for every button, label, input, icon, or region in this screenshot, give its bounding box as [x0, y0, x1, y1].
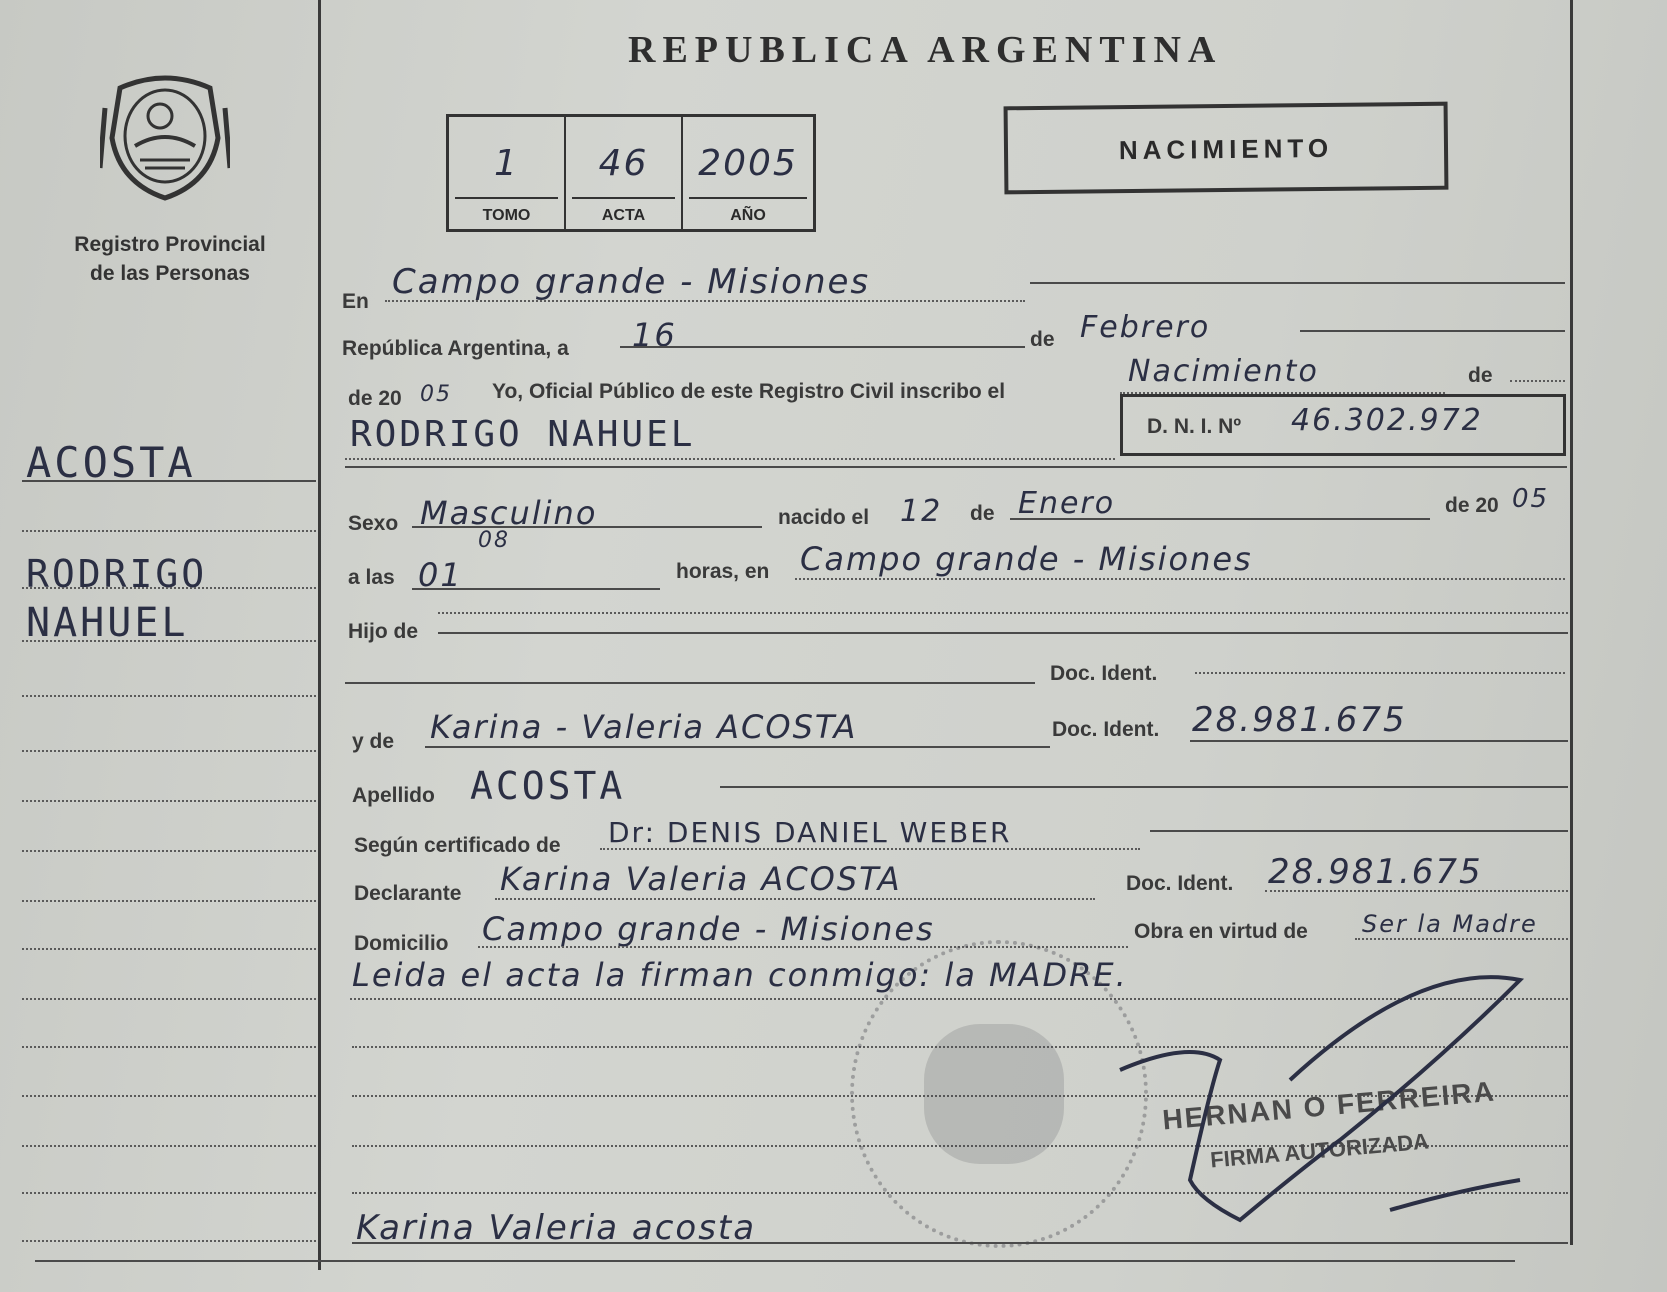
dni-row-line — [345, 466, 1567, 468]
margin-line — [22, 1095, 316, 1097]
doctor-value: Dr: DENIS DANIEL WEBER — [608, 816, 1012, 849]
margin-line — [22, 948, 316, 950]
mother-doc-value: 28.981.675 — [1192, 700, 1407, 740]
de-label-3: de — [970, 502, 995, 525]
oficial-text: Yo, Oficial Público de este Registro Civil inscribo el — [492, 380, 1006, 403]
acta-value: 46 — [598, 143, 649, 184]
doc-ident-label-declarante: Doc. Ident. — [1126, 872, 1234, 895]
place-line-end — [1030, 282, 1565, 284]
father-line-upper — [438, 612, 1568, 614]
signature-line — [352, 1242, 1568, 1244]
mother-line — [425, 746, 1050, 748]
birth-place-value: Campo grande - Misiones — [800, 540, 1253, 578]
acta-underline — [572, 197, 675, 199]
birth-year-label: de 20 — [1445, 494, 1499, 517]
apellido-line — [720, 786, 1568, 788]
provincial-seal-icon — [100, 68, 230, 202]
margin-line — [22, 998, 316, 1000]
margin-line — [22, 800, 316, 802]
doctor-line — [600, 848, 1140, 850]
hijo-label: Hijo de — [348, 620, 419, 643]
year-suffix-value: 05 — [420, 382, 452, 407]
margin-line — [22, 530, 316, 532]
father-line — [438, 632, 1568, 634]
child-name-value: RODRIGO NAHUEL — [350, 414, 696, 455]
month-line — [1300, 330, 1565, 332]
republica-label: República Argentina, a — [342, 337, 569, 360]
sexo-line — [412, 526, 762, 528]
mother-value: Karina - Valeria ACOSTA — [430, 708, 858, 746]
margin-line — [22, 640, 316, 642]
doctor-line-end — [1150, 830, 1568, 832]
ano-label: AÑO — [730, 207, 766, 224]
apellido-label: Apellido — [352, 784, 435, 807]
margin-given-name-1: RODRIGO — [26, 552, 208, 596]
tomo-cell — [449, 117, 566, 229]
registry-name: Registro Provincial de las Personas — [74, 233, 266, 285]
month-value: Febrero — [1080, 310, 1211, 345]
act-kind-value: Nacimiento — [1128, 354, 1319, 389]
hour-line — [412, 588, 660, 590]
margin-line — [22, 1192, 316, 1194]
birth-day-value: 12 — [900, 494, 943, 529]
dni-box — [1120, 394, 1566, 456]
official-signature-icon — [1040, 940, 1560, 1240]
hour-value: 01 — [418, 556, 463, 594]
act-kind-line-end — [1510, 380, 1565, 382]
apellido-value: ACOSTA — [470, 764, 626, 808]
birth-year-suffix: 05 — [1512, 484, 1550, 514]
right-border-line — [1570, 0, 1573, 1245]
horas-label: horas, en — [676, 560, 770, 583]
ano-value: 2005 — [698, 143, 798, 184]
father-doc-line-end — [1195, 672, 1565, 674]
acta-cell — [566, 117, 683, 229]
tomo-underline — [455, 197, 558, 199]
father-doc-line — [345, 682, 1035, 684]
domicilio-value: Campo grande - Misiones — [482, 910, 935, 948]
day-value: 16 — [632, 316, 677, 354]
de-label-2: de — [1468, 364, 1493, 387]
margin-line — [22, 900, 316, 902]
margin-surname: ACOSTA — [26, 438, 196, 487]
birth-month-value: Enero — [1018, 486, 1116, 521]
bottom-border-line — [35, 1260, 1515, 1262]
doc-ident-label-father: Doc. Ident. — [1050, 662, 1158, 685]
obra-value: Ser la Madre — [1362, 910, 1538, 938]
official-name: HERNAN O FERREIRA — [1161, 1075, 1497, 1136]
declarante-line — [495, 898, 1095, 900]
mother-doc-line — [1190, 740, 1568, 742]
sexo-label: Sexo — [348, 512, 399, 535]
acta-label: ACTA — [601, 207, 646, 224]
left-column-divider — [318, 0, 321, 1270]
declarante-value: Karina Valeria ACOSTA — [500, 860, 902, 898]
margin-line — [22, 1240, 316, 1242]
ano-cell — [683, 117, 813, 229]
a-las-label: a las — [348, 566, 395, 589]
firma-label: FIRMA AUTORIZADA — [1209, 1128, 1430, 1173]
day-line — [620, 346, 1025, 348]
birth-month-line — [1010, 518, 1430, 520]
act-type-label: NACIMIENTO — [1118, 132, 1334, 166]
year-prefix-label: de 20 — [348, 387, 402, 410]
place-value: Campo grande - Misiones — [392, 262, 871, 302]
margin-line — [22, 587, 316, 589]
tomo-label: TOMO — [482, 207, 531, 224]
sexo-value: Masculino — [420, 494, 598, 532]
declarante-doc-line — [1265, 890, 1568, 892]
domicilio-label: Domicilio — [354, 932, 449, 955]
doc-ident-label-mother: Doc. Ident. — [1052, 718, 1160, 741]
certificado-label: Según certificado de — [354, 834, 561, 857]
birth-place-line — [795, 578, 1565, 580]
child-name-line — [345, 458, 1115, 460]
y-de-label: y de — [352, 730, 395, 753]
minutes-value: 08 — [478, 528, 510, 553]
nacido-label: nacido el — [778, 506, 870, 529]
margin-line — [22, 750, 316, 752]
margin-line — [22, 695, 316, 697]
margin-line — [22, 1145, 316, 1147]
mother-signature: Karina Valeria acosta — [356, 1208, 757, 1248]
tomo-value: 1 — [494, 143, 519, 184]
dni-value: 46.302.972 — [1291, 403, 1483, 438]
margin-line — [22, 1046, 316, 1048]
declarante-doc-value: 28.981.675 — [1268, 852, 1483, 892]
closing-text: Leida el acta la firman conmigo: la MADRE. — [352, 956, 1128, 994]
declarante-label: Declarante — [354, 882, 462, 905]
obra-label: Obra en virtud de — [1134, 920, 1308, 943]
act-type-box — [1004, 102, 1449, 195]
en-label: En — [342, 290, 369, 313]
margin-given-name-2: NAHUEL — [26, 600, 189, 646]
country-title: REPUBLICA ARGENTINA — [628, 29, 1223, 71]
dni-label: D. N. I. Nº — [1147, 415, 1242, 438]
ano-underline — [689, 197, 807, 199]
de-label: de — [1030, 328, 1055, 351]
place-line — [385, 300, 1025, 302]
margin-surname-line — [22, 480, 316, 482]
registry-numbers-box — [446, 114, 816, 232]
margin-line — [22, 850, 316, 852]
